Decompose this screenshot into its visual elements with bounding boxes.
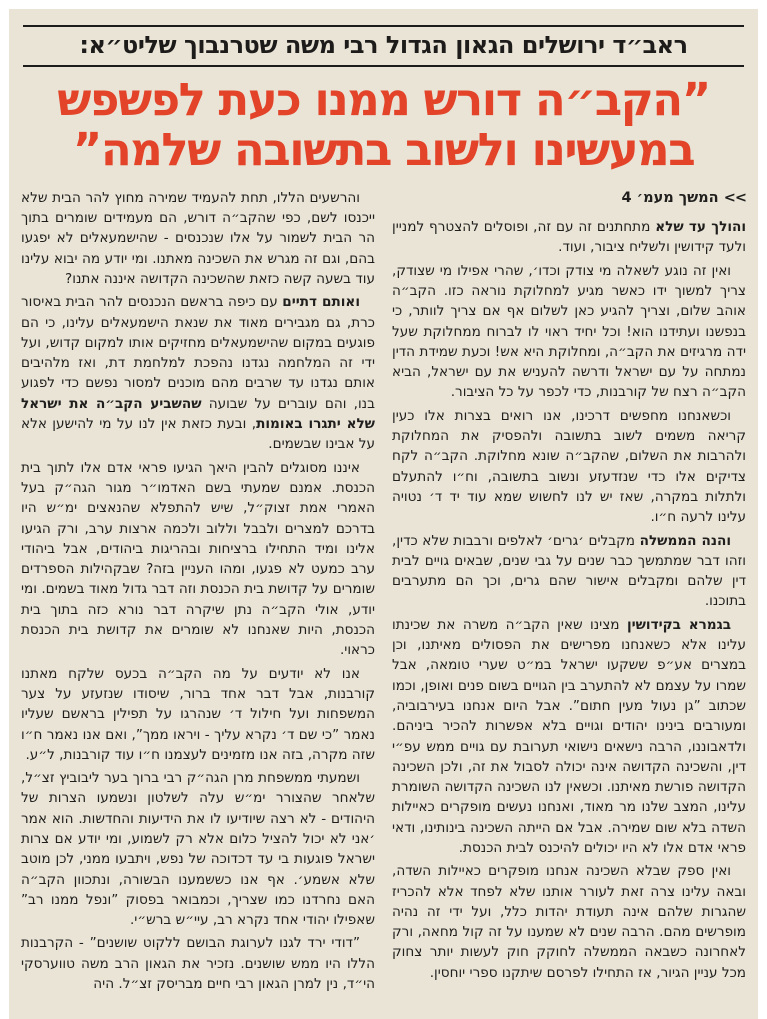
article-paragraph bbox=[392, 406, 746, 528]
article-paragraph bbox=[21, 292, 375, 454]
continued-from-notice bbox=[392, 188, 746, 208]
article-paragraph bbox=[392, 615, 746, 859]
article-body bbox=[21, 188, 746, 998]
article-paragraph bbox=[392, 261, 746, 403]
paragraph-text-run: ”דודי ירד לגנו לערוגת הבושם ללקוט שושנים” - הקרבנות הללו היו ממש שושנים. נזכיר את הגאון הרב משה טווערסקי הי״ד, נין למרן הגאון רבי חיים מבריסק זצ״ל. היה bbox=[21, 935, 375, 993]
paragraph-text-run: והרשעים הללו, תחת להעמיד שמירה מחוץ להר הבית שלא ייכנסו לשם, כפי שהקב״ה דורש, הם מעמידים שומרים בתוך הר הבית לשמור על אלו שנכנסים - שהישמעאלים לא יפגעו בהם, וגם זה מגרש את השכינה מאתנו. ומי יודע מה יבוא עלינו עוד בשעה קשה כזאת שהשכינה הקדושה איננה אתנו? bbox=[21, 189, 375, 287]
column-right bbox=[392, 188, 746, 986]
paragraph-text-run: ואין זה נוגע לשאלה מי צודק וכדו׳, שהרי אפילו מי שצודק, צריך למשוך ידו כאשר מגיע למחלוקת נוראה כזו. הקב״ה אוהב שלום, וצריך להגיע כאן לשלום אף אם צריך לוותר, כי בנפשנו ועתידנו הוא! וכל יחיד ראוי לו לברוח ממחלוקת שעל ידה מרגיזים את הקב״ה, ומחלוקת היא אש! וכעת שמידת הדין נמתחה על עם ישראל ודרשה להעניש את עם ישראל, הביא הקב״ה רצח של קורבנות, כדי לכפר על כל הציבור. bbox=[392, 262, 746, 401]
kicker-line: ראב״ד ירושלים הגאון הגדול רבי משה שטרנבוך שליט״א: bbox=[79, 31, 688, 59]
headline bbox=[21, 75, 746, 176]
headline-line-1: ”הקב״ה דורש ממנו כעת לפשפש bbox=[57, 73, 710, 126]
paragraph-bold-run: והנה הממשלה bbox=[639, 532, 731, 549]
article-paragraph bbox=[21, 188, 375, 289]
headline-line-2: במעשינו ולשוב בתשובה שלמה” bbox=[72, 123, 695, 177]
continued-page-number: 4 bbox=[621, 189, 632, 206]
paragraph-bold-run: והולך עד שלא bbox=[655, 219, 747, 236]
continued-label: המשך מעמ׳ bbox=[636, 189, 719, 206]
paragraph-text-run: מקבלים ׳גרים׳ לאלפים ורבבות שלא כדין, וזהו דבר שמתמשך כבר שנים על גבי שנים, שבאים גויים לבית דין שלהם ומקבלים אישור שהם גרים, וכך הם מתערבים בתוכנו. bbox=[392, 532, 746, 610]
paragraph-bold-run: שהשביע הקב״ה את ישראל שלא יתגרו באומות bbox=[21, 395, 375, 433]
paragraph-text-run: עם כיפה בראשם הנכנסים להר הבית באיסור כרת, גם מגבירים מאוד את שנאת הישמעאלים עלינו, כי הם פוגעים במקום שהישמעאלים מחזיקים אותו למקום קדוש, ועל ידי זה המלחמה נגדנו נהפכת למלחמת דת, ואז מלהיבים אותם נגדנו עד שרבים מהם מוכנים למסור נפשם כדי לפגוע בנו, והם עוברים על שבועה bbox=[21, 294, 375, 412]
column-left bbox=[21, 188, 375, 998]
paragraph-bold-run: ואותם דתיים bbox=[282, 294, 360, 311]
paragraph-text-run: , ובעת כזאת אין לנו על מי להישען אלא על אבינו שבשמים. bbox=[21, 416, 375, 453]
article-paragraph bbox=[21, 768, 375, 930]
kicker-rule-bottom bbox=[23, 65, 744, 67]
article-paragraph bbox=[392, 531, 746, 612]
newspaper-clipping bbox=[9, 9, 758, 1019]
article-paragraph bbox=[21, 458, 375, 661]
chevron-right-icon: >> bbox=[723, 189, 746, 206]
paragraph-text-run: ושמעתי ממשפחת מרן הגה״ק רבי ברוך בער ליבוביץ זצ״ל, שלאחר שהצורר ימ״ש עלה לשלטון ונשמעו הצרות של היהודים - לא רצה שיודיעו לו את הידיעות והחדשות. הוא אמר ׳אני לא יכול להציל כלום אלא רק לשמוע, ומי יודע אם צרות ישראל פוגעות בי עד דכדוכה של נפש, ויתבעו ממני, לכן מוטב שלא אשמע׳. אף אנו כששמענו הבשורה, ונתכוון הקב״ה האם נחרדנו כמו שצריך, וכמבואר בפסוק ”ונפל ממנו רב” שאפילו יהודי אחד נקרא רב, עיי״ש ברש״י. bbox=[21, 770, 375, 929]
article-paragraph bbox=[392, 217, 746, 258]
paragraph-text-run: מצינו שאין הקב״ה משרה את שכינתו עלינו אלא כשאנחנו מפרישים את הפסולים מאיתנו, וכן במצרים אע״פ ששקעו ישראל במ״ט שערי טומאה, אבל שמרו על עצמם לא להתערב בין הגויים בשום פנים ואופן, וכמו שכתוב ”גן נעול מעין חתום”. אבל היום אנחנו בעירבוביה, ומעורבים בינינו יהודים וגויים בלא אפשרות להכיר ביניהם. ולדאבוננו, הרבה נישאים נישואי תערובת עם גויים ממש עפ״י דין, והשכינה הקדושה אינה יכולה לסבול את זה, ולכן השכינה הקדושה פורשת מאיתנו. וכשאין לנו השכינה הקדושה השומרת עלינו, המצב שלנו מר מאוד, ואנחנו נעשים מופקרים כאיילות השדה בלא שום שמירה. אבל אם הייתה השכינה בינותינו, ודאי פראי אדם אלו לא היו יכולים להיכנס לבית הכנסת. bbox=[392, 616, 746, 856]
paragraph-text-run: ואין ספק שבלא השכינה אנחנו מופקרים כאיילות השדה, ובאה עלינו צרה זאת לעורר אותנו שלא לפחד אלא להכריז שהגרות שלהם אינה תעודת יהדות כלל, ועל ידי זה נהיה מופרשים מהם. הרבה שנים לא שמענו על זה קול מחאה, ורק לאחרונה כשבאה הממשלה לחוקק חוק לעשות יותר צחוק מכל עניין הגיור, אז התחילו לפרסם שיתקנו ספרי יוחסין. bbox=[392, 863, 746, 981]
article-paragraph bbox=[21, 933, 375, 994]
paragraph-bold-run: בגמרא בקידושין bbox=[626, 616, 731, 633]
paragraph-text-run: וכשאנחנו מחפשים דרכינו, אנו רואים בצרות אלו כעין קריאה משמים לשוב בתשובה ולהפסיק את המחלוקת ולהרבות את השלום, שהקב״ה שונא מחלוקת. הקב״ה לקח צדיקים אלו כדי שנזדעזע ונשוב בתשובה, וח״ו להתעלם ולתלות במקרה, שאז יש לנו לחשוש שמא עוד יד ד׳ נטויה עלינו לרעה ח״ו. bbox=[392, 407, 746, 526]
paragraph-text-run: איננו מסוגלים להבין היאך הגיעו פראי אדם אלו לתוך בית הכנסת. אמנם שמעתי בשם האדמו״ר מגור הגה״ק בעל האמרי אמת זצוק״ל, שיש להתפלא שהנאצים ימ״ש היו בדרכם למצרים ולבבל וללוב ולכמה ארצות ערב, ורק הגיעו אלינו ומיד התחילו ברציחות ובהריגות ביהודים, אבל ביהודי ערב כמעט לא פגעו, ומהו העניין בזה? שבקהילות הספרדים שומרים על קדושת בית הכנסת וזה דבר גדול מאוד בשמים. ומי יודע, אולי הקב״ה נתן שיקרה דבר נורא כזה בתוך בית הכנסת, היות שאנחנו לא שומרים את קדושת בית הכנסת כראוי. bbox=[21, 459, 375, 659]
paragraph-text-run: אנו לא יודעים על מה הקב״ה בכעס שלקח מאתנו קורבנות, אבל דבר אחד ברור, שיסודו שנזעזע על צער המשפחות ועל חילול ד׳ שנהרגו על תפילין בראשם שעליו נאמר ”כי שם ד׳ נקרא עליך - ויראו ממך”, ואם אנו נאמר ח״ו שזה מקרה, בזה אנו מזמינים לעצמנו ח״ו עוד קורבנות, ל״ע. bbox=[21, 665, 375, 763]
article-paragraph bbox=[21, 664, 375, 765]
article-paragraph bbox=[392, 861, 746, 983]
paragraph-text-run: מתחתנים זה עם זה, ופוסלים להצטרף למניין ולעד קידושין ולשליח ציבור, ועוד. bbox=[392, 219, 746, 256]
